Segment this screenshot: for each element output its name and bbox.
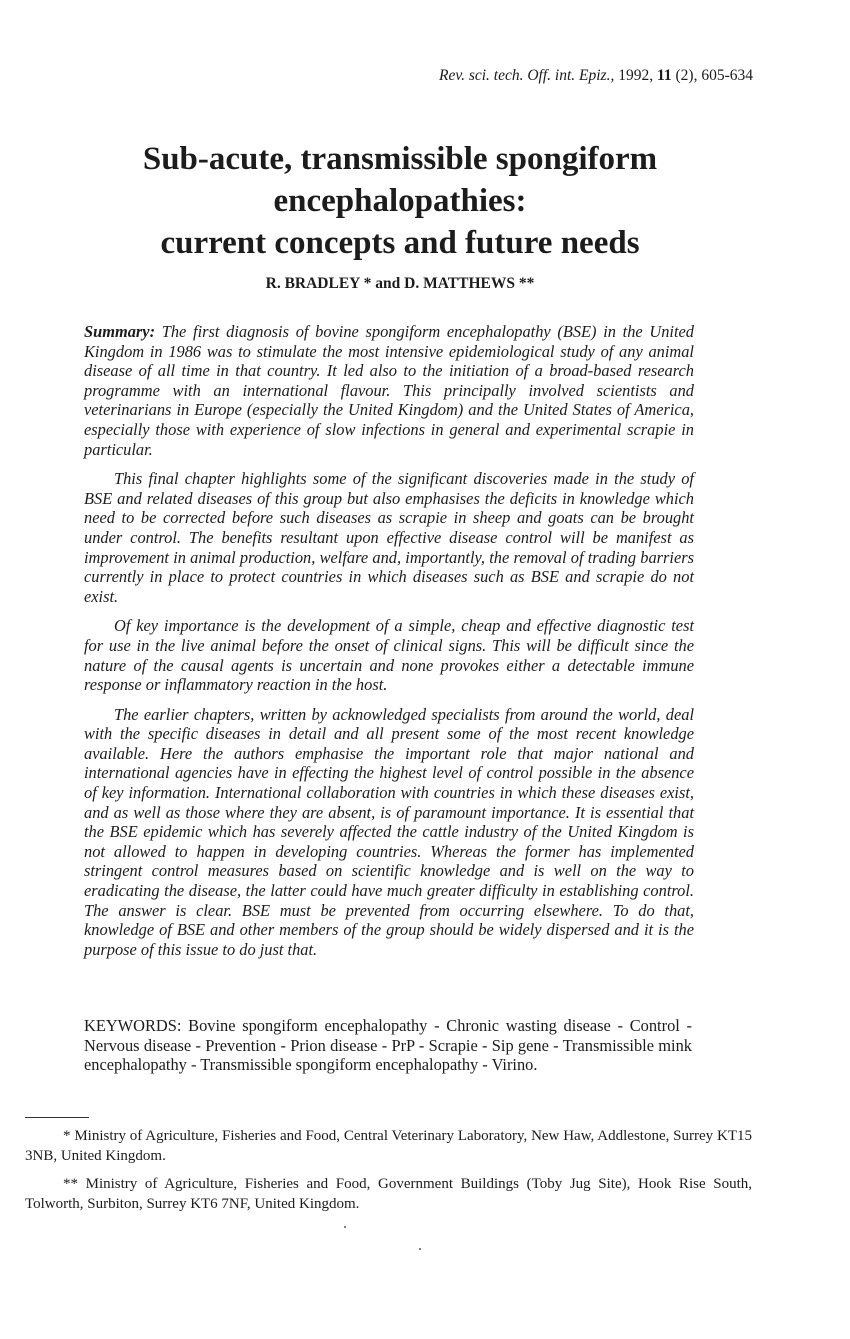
footnote-1: * Ministry of Agriculture, Fisheries and Food, Central Veterinary Laboratory, New Haw, Addlestone, Surrey KT15 3NB, United Kingdom. [25, 1128, 752, 1164]
abstract [84, 322, 694, 969]
abstract-paragraph-3: Of key importance is the development of a simple, cheap and effective diagnostic test for use in the live animal before the onset of clinical signs. This will be difficult since the nature of the causal agents is uncertain and none provokes either a detectable immune response or inflammatory reaction in the host. [84, 616, 694, 695]
scan-speck [419, 1248, 421, 1250]
journal-name: Rev. sci. tech. Off. int. Epiz., [439, 67, 615, 84]
footnote-2: ** Ministry of Agriculture, Fisheries and Food, Government Buildings (Toby Jug Site), Hook Rise South, Tolworth, Surbiton, Surrey KT6 7NF, United Kingdom. [25, 1176, 752, 1212]
abstract-paragraph-2: This final chapter highlights some of the significant discoveries made in the study of BSE and related diseases of this group but also emphasises the deficits in knowledge which need to be corrected before such diseases as scrapie in sheep and goats can be brought under control. The benefits resultant upon effective disease control will be manifest as improvement in animal production, welfare and, importantly, the removal of trading barriers currently in place to protect countries in which diseases such as BSE and scrapie do not exist. [84, 469, 694, 606]
footnotes [25, 1127, 752, 1223]
abstract-p1-text: The first diagnosis of bovine spongiform encephalopathy (BSE) in the United Kingdom in 1986 was to stimulate the most intensive epidemiological study of any animal disease of all time in that country. It led also to the initiation of a broad-based research programme with an international flavour. This principally involved scientists and veterinarians in Europe (especially the United Kingdom) and the United States of America, especially those with experience of slow infections in general and experimental scrapie in particular. [84, 322, 694, 459]
journal-volume: 11 [656, 67, 672, 84]
footnote-divider [25, 1117, 89, 1118]
journal-year: 1992, [618, 67, 654, 84]
journal-reference [439, 67, 753, 85]
title-line-3: current concepts and future needs [160, 225, 640, 261]
keywords: KEYWORDS: Bovine spongiform encephalopathy - Chronic wasting disease - Control - Nervous disease - Prevention - Prion disease - PrP - Scrapie - Sip gene - Transmissible mink encephalopathy - Transmissible spongiform encephalopathy - Virino. [84, 1016, 692, 1075]
authors: R. BRADLEY * and D. MATTHEWS ** [265, 275, 535, 292]
abstract-paragraph-4: The earlier chapters, written by acknowledged specialists from around the world, deal with the specific diseases in detail and all present some of the most recent knowledge available. Here the authors emphasise the important role that major national and international agencies have in effecting the highest level of control possible in the absence of key information. International collaboration with countries in which these diseases exist, and as well as those where they are absent, is of paramount importance. It is essential that the BSE epidemic which has severely affected the cattle industry of the United Kingdom is not allowed to happen in developing countries. Whereas the former has implemented stringent control measures based on scientific knowledge and is well on the way to eradicating the disease, the latter could have much greater difficulty in establishing control. The answer is clear. BSE must be prevented from occurring elsewhere. To do that, knowledge of BSE and other members of the group should be widely dispersed and it is the purpose of this issue to do just that. [84, 704, 694, 959]
title-line-2: encephalopathies: [273, 183, 527, 219]
abstract-paragraph-1 [84, 322, 694, 459]
journal-pages: (2), 605-634 [675, 67, 753, 84]
summary-label: Summary: [84, 322, 156, 341]
paper-title [40, 138, 760, 264]
title-line-1: Sub-acute, transmissible spongiform [142, 141, 658, 177]
scan-speck [344, 1226, 346, 1228]
